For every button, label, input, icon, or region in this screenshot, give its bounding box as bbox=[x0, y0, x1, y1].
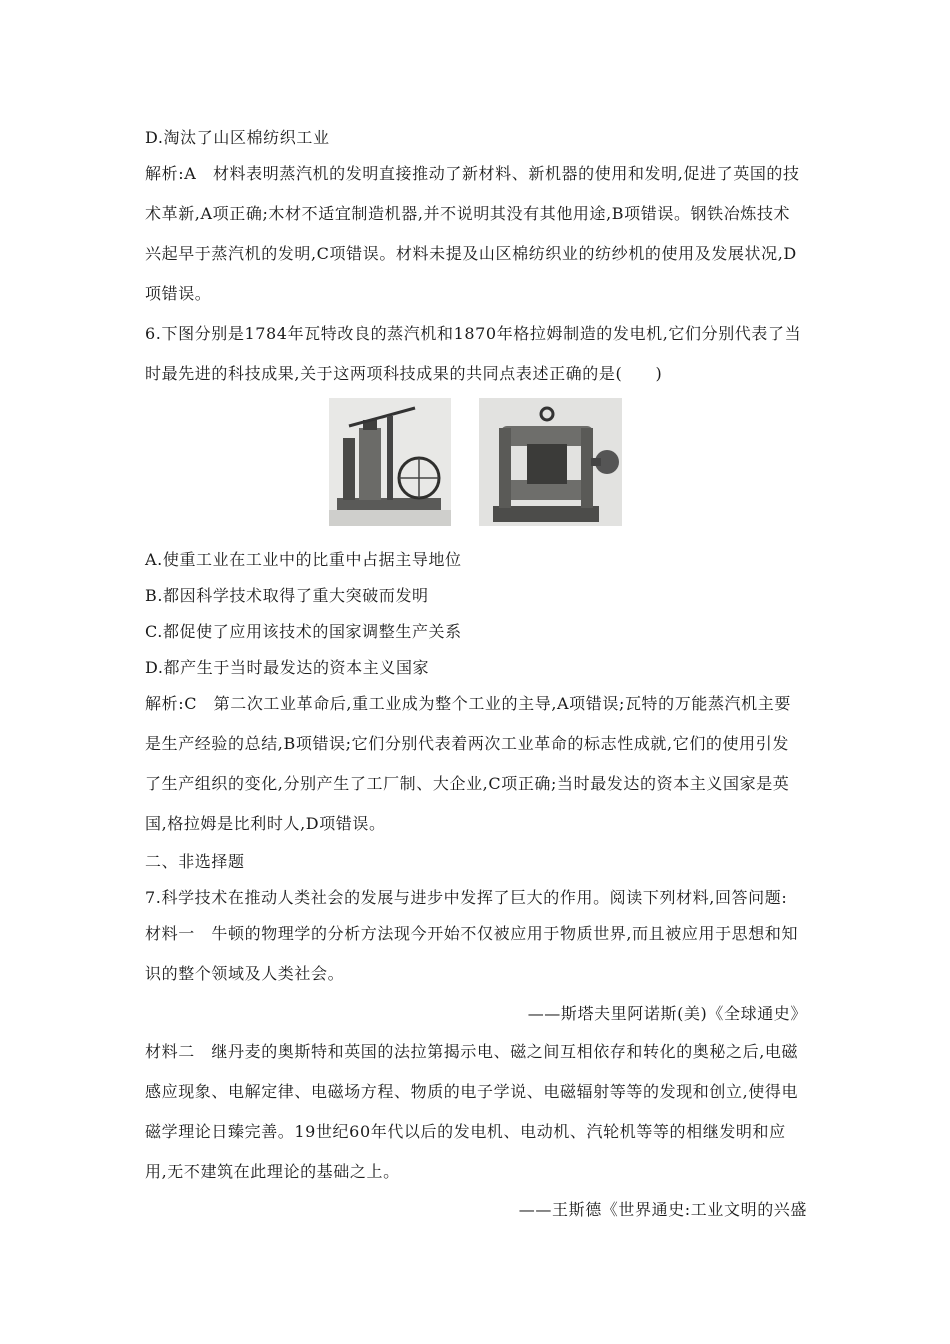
analysis-q5-line4: 项错误。 bbox=[145, 284, 212, 303]
analysis-q5-line2: 术革新,A项正确;木材不适宜制造机器,并不说明其没有其他用途,B项错误。钢铁冶炼技术 bbox=[145, 204, 791, 223]
material-2-line3: 磁学理论日臻完善。19世纪60年代以后的发电机、电动机、汽轮机等等的相继发明和应 bbox=[145, 1122, 786, 1141]
option-d-q6: D.都产生于当时最发达的资本主义国家 bbox=[145, 658, 430, 677]
analysis-q5-line1: 解析:A 材料表明蒸汽机的发明直接推动了新材料、新机器的使用和发明,促进了英国的技 bbox=[145, 164, 800, 183]
analysis-q5-line3: 兴起早于蒸汽机的发明,C项错误。材料未提及山区棉纺织业的纺纱机的使用及发展状况,D bbox=[145, 244, 797, 263]
analysis-q6-line1: 解析:C 第二次工业革命后,重工业成为整个工业的主导,A项错误;瓦特的万能蒸汽机主要 bbox=[145, 694, 791, 713]
option-b-q6: B.都因科学技术取得了重大突破而发明 bbox=[145, 586, 429, 605]
analysis-q6-line3: 了生产组织的变化,分别产生了工厂制、大企业,C项正确;当时最发达的资本主义国家是英 bbox=[145, 774, 790, 793]
option-c-q6: C.都促使了应用该技术的国家调整生产关系 bbox=[145, 622, 462, 641]
section-heading: 二、非选择题 bbox=[145, 852, 245, 871]
generator-photo bbox=[479, 398, 622, 526]
steam-engine-photo bbox=[329, 398, 451, 526]
question-6-line1: 6.下图分别是1784年瓦特改良的蒸汽机和1870年格拉姆制造的发电机,它们分别代表了当 bbox=[145, 324, 802, 343]
analysis-q6-line4: 国,格拉姆是比利时人,D项错误。 bbox=[145, 814, 386, 833]
material-1-line1: 材料一 牛顿的物理学的分析方法现今开始不仅被应用于物质世界,而且被应用于思想和知 bbox=[145, 924, 799, 943]
question-6-line2: 时最先进的科技成果,关于这两项科技成果的共同点表述正确的是( ) bbox=[145, 364, 663, 383]
material-2-line1: 材料二 继丹麦的奥斯特和英国的法拉第揭示电、磁之间互相依存和转化的奥秘之后,电磁 bbox=[145, 1042, 799, 1061]
option-d-q5: D.淘汰了山区棉纺织工业 bbox=[145, 128, 330, 147]
analysis-q6-line2: 是生产经验的总结,B项错误;它们分别代表着两次工业革命的标志性成就,它们的使用引发 bbox=[145, 734, 789, 753]
question-7: 7.科学技术在推动人类社会的发展与进步中发挥了巨大的作用。阅读下列材料,回答问题: bbox=[145, 888, 788, 907]
material-1-line2: 识的整个领域及人类社会。 bbox=[145, 964, 345, 983]
material-1-source: ——斯塔夫里阿诺斯(美)《全球通史》 bbox=[527, 1004, 807, 1023]
material-2-line2: 感应现象、电解定律、电磁场方程、物质的电子学说、电磁辐射等等的发现和创立,使得电 bbox=[145, 1082, 799, 1101]
material-2-line4: 用,无不建筑在此理论的基础之上。 bbox=[145, 1162, 400, 1181]
option-a-q6: A.使重工业在工业中的比重中占据主导地位 bbox=[145, 550, 462, 569]
material-2-source: ——王斯德《世界通史:工业文明的兴盛 bbox=[518, 1200, 807, 1219]
